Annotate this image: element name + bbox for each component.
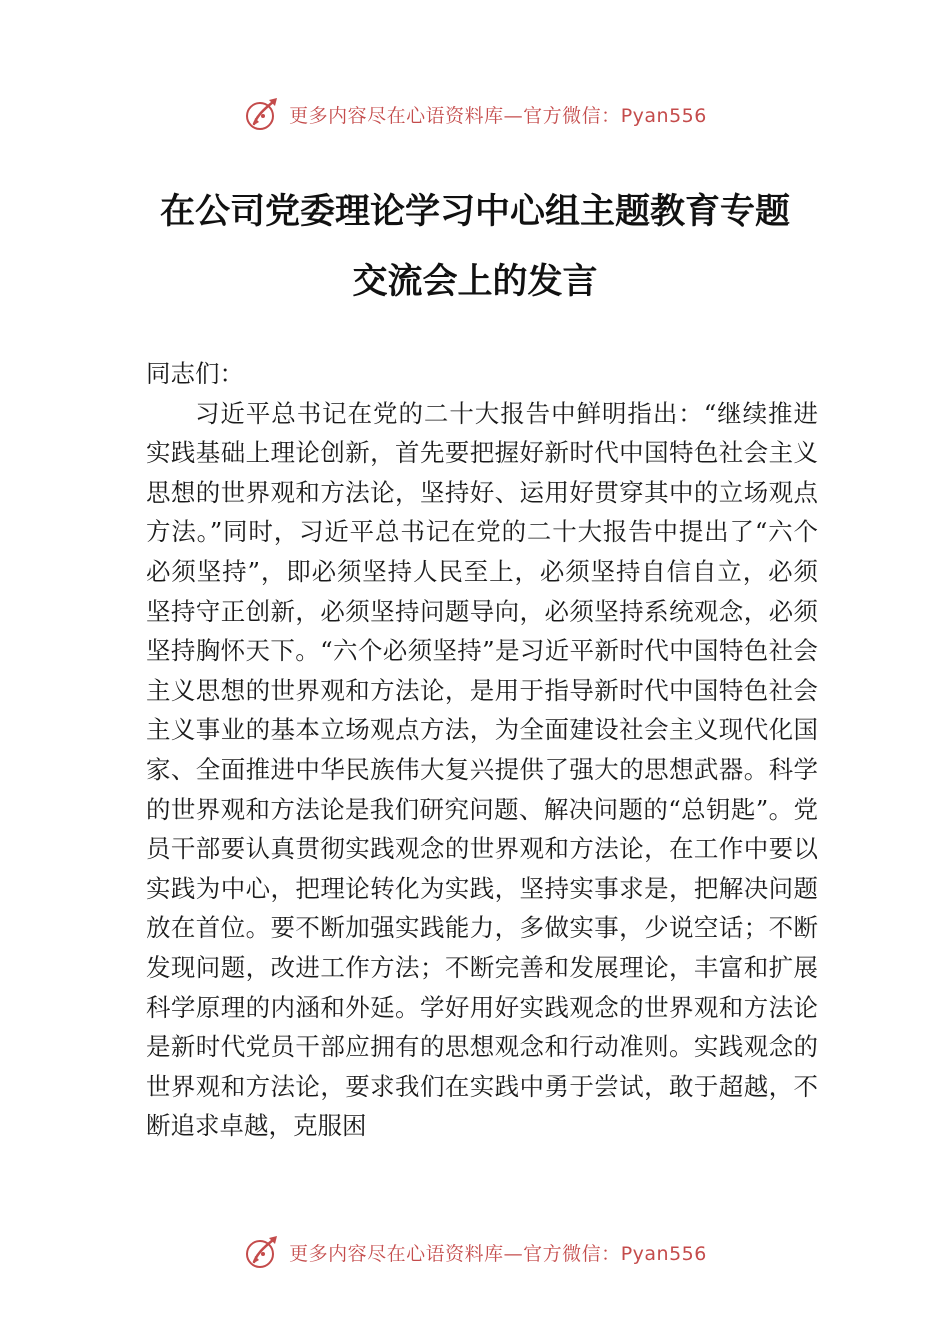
body-paragraph: 习近平总书记在党的二十大报告中鲜明指出：“继续推进实践基础上理论创新，首先要把握好新时代中国特色社会主义思想的世界观和方法论，坚持好、运用好贯穿其中的立场观点方法。”同时，习近平总书记在党的二十大报告中提出了“六个必须坚持”，即必须坚持人民至上，必须坚持自信自立，必须坚持守正创新，必须坚持问题导向，必须坚持系统观念，必须坚持胸怀天下。“六个必须坚持”是习近平新时代中国特色社会主义思想的世界观和方法论，是用于指导新时代中国特色社会主义事业的基本立场观点方法，为全面建设社会主义现代化国家、全面推进中华民族伟大复兴提供了强大的思想武器。科学的世界观和方法论是我们研究问题、解决问题的“总钥匙”。党员干部要认真贯彻实践观念的世界观和方法论，在工作中要以实践为中心，把理论转化为实践，坚持实事求是，把解决问题放在首位。要不断加强实践能力，多做实事，少说空话；不断发现问题，改进工作方法；不断完善和发展理论，丰富和扩展科学原理的内涵和外延。学好用好实践观念的世界观和方法论是新时代党员干部应拥有的思想观念和行动准则。实践观念的世界观和方法论，要求我们在实践中勇于尝试，敢于超越，不断追求卓越，克服困 — [146, 398, 818, 1141]
watermark-separator: — — [503, 1242, 524, 1265]
watermark-separator: — — [503, 104, 524, 127]
document-body — [146, 354, 818, 1146]
watermark-wechat-label: 官方微信： — [523, 1242, 621, 1265]
footer-watermark — [0, 1232, 950, 1272]
pen-nib-logo-icon — [243, 1232, 283, 1272]
watermark-wechat-id: Pyan556 — [620, 1242, 707, 1265]
watermark-wechat-id: Pyan556 — [620, 104, 707, 127]
watermark-text — [289, 1239, 707, 1266]
pen-nib-logo-icon — [243, 94, 283, 134]
document-title-line-1: 在公司党委理论学习中心组主题教育专题 — [159, 191, 790, 232]
salutation: 同志们： — [146, 359, 244, 388]
header-watermark — [0, 94, 950, 134]
watermark-brand: 更多内容尽在心语资料库 — [289, 1242, 504, 1265]
watermark-brand: 更多内容尽在心语资料库 — [289, 104, 504, 127]
document-title-line-2: 交流会上的发言 — [352, 261, 598, 302]
watermark-wechat-label: 官方微信： — [523, 104, 621, 127]
watermark-text — [289, 101, 707, 128]
